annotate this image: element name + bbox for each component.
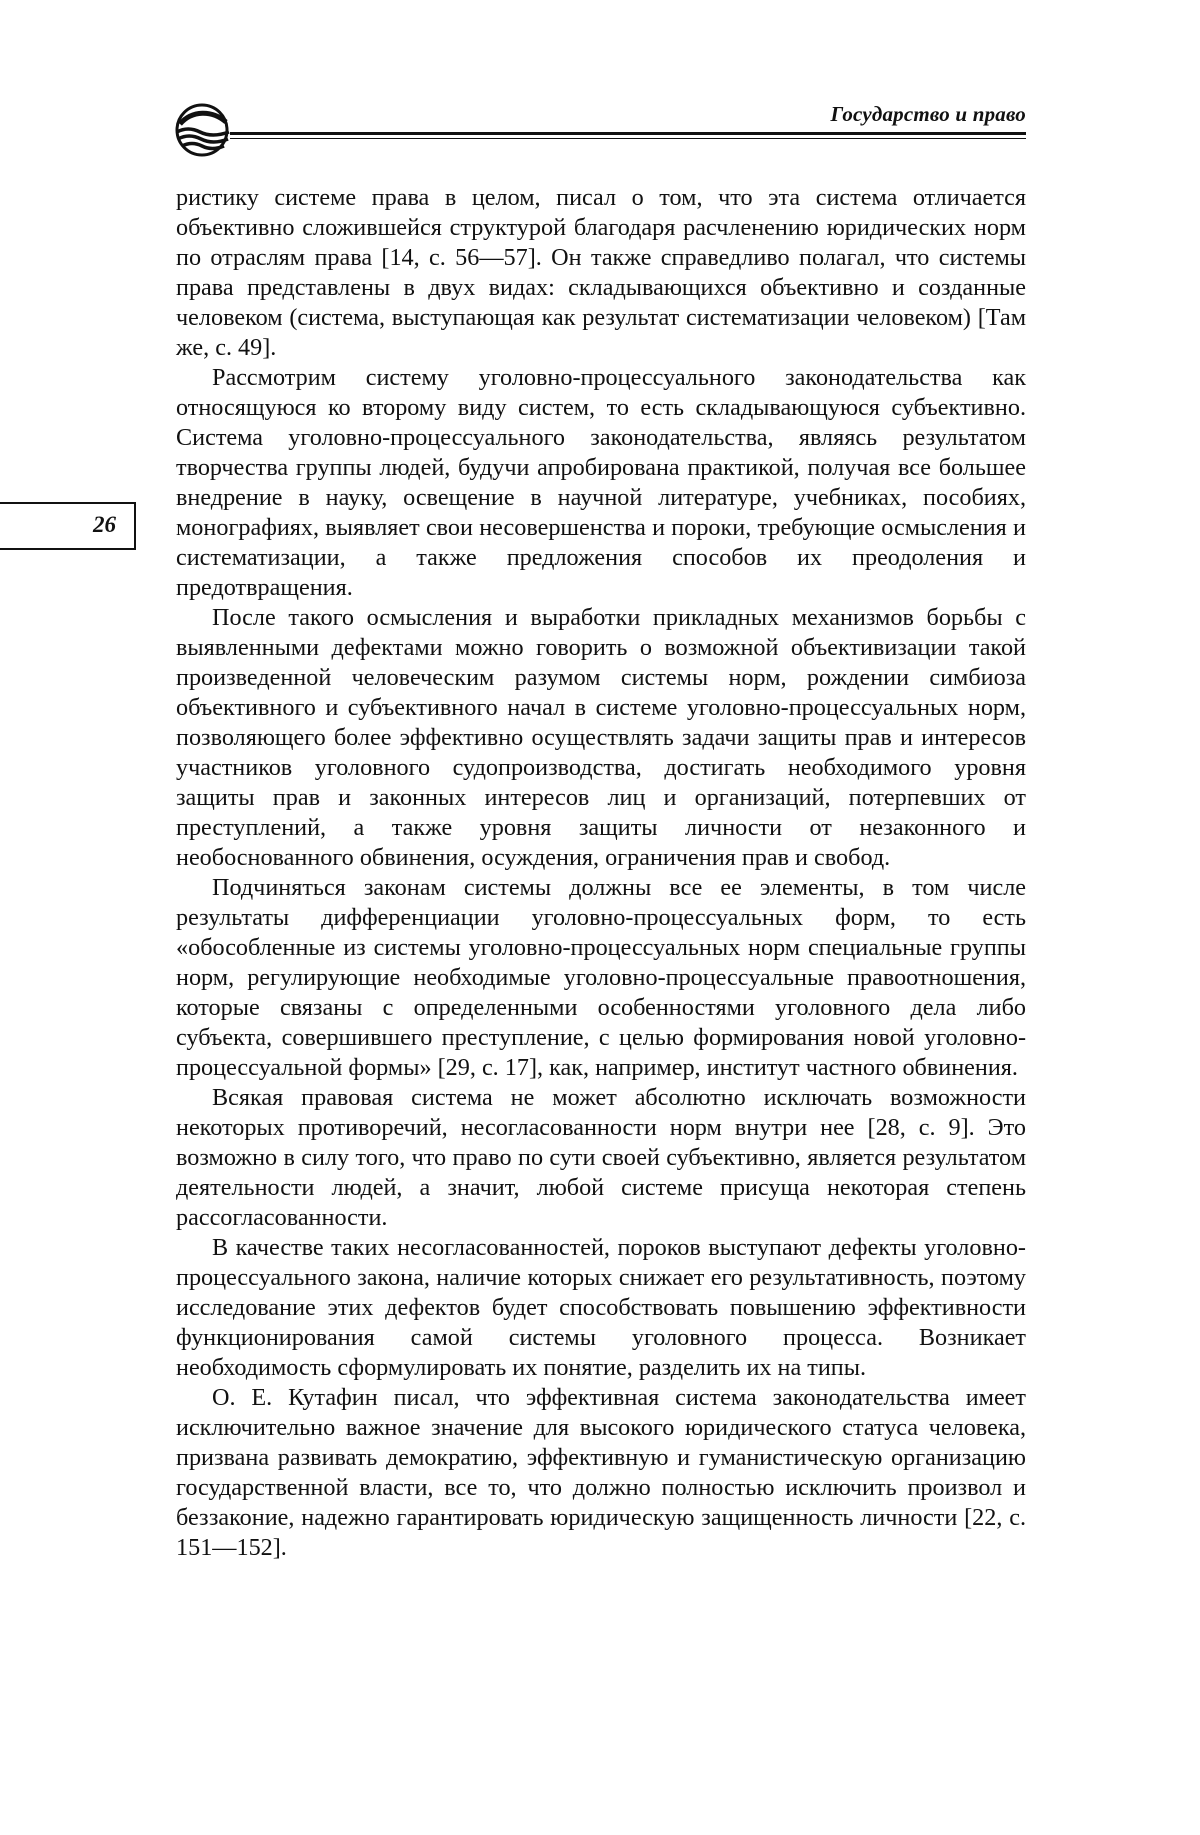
paragraph: О. Е. Кутафин писал, что эффективная система законодательства имеет исключительно важное значение для высокого юридического статуса человека, призвана развивать демократию, эффективную и гуманистическую организацию государственной власти, все то, что должно полностью исключить произвол и беззаконие, надежно гарантировать юридическую защищенность личности [22, с. 151—152].	[176, 1384, 1026, 1561]
paragraph: Всякая правовая система не может абсолютно исключать возможности некоторых противоречий, несогласованности норм внутри нее [28, с. 9]. Это возможно в силу того, что право по сути своей субъективно, является результатом деятельности людей, а значит, любой системе присуща некоторая степень рассогласованности.	[176, 1084, 1026, 1231]
page-number-tab	[0, 502, 136, 550]
waves-logo-icon	[174, 100, 234, 160]
header-rule-thick	[230, 132, 1026, 135]
body-text	[176, 183, 1026, 1563]
paragraph: В качестве таких несогласованностей, пороков выступают дефекты уголовно-процессуального закона, наличие которых снижает его результативность, поэтому исследование этих дефектов будет способствовать повышению эффективности функционирования самой системы уголовного процесса. Возникает необходимость сформулировать их понятие, разделить их на типы.	[176, 1234, 1026, 1381]
paragraph: После такого осмысления и выработки прикладных механизмов борьбы с выявленными дефектами можно говорить о возможной объективизации такой произведенной человеческим разумом системы норм, рождении симбиоза объективного и субъективного начал в системе уголовно-процессуальных норм, позволяющего более эффективно осуществлять задачи защиты прав и интересов участников уголовного судопроизводства, достигать необходимого уровня защиты прав и законных интересов лиц и организаций, потерпевших от преступлений, а также уровня защиты личности от незаконного и необоснованного обвинения, осуждения, ограничения прав и свобод.	[176, 604, 1026, 871]
page-number: 26	[93, 512, 116, 537]
running-title: Государство и право	[830, 102, 1026, 126]
page-header	[174, 100, 1026, 160]
paragraph: ристику системе права в целом, писал о том, что эта система отличается объективно сложившейся структурой благодаря расчленению юридических норм по отраслям права [14, с. 56—57]. Он также справедливо полагал, что системы права представлены в двух видах: складывающихся объективно и созданные человеком (система, выступающая как результат систематизации человеком) [Там же, с. 49].	[176, 184, 1026, 361]
header-rule-thin	[230, 138, 1026, 139]
paragraph: Рассмотрим систему уголовно-процессуального законодательства как относящуюся ко второму виду систем, то есть складывающуюся субъективно. Система уголовно-процессуального законодательства, являясь результатом творчества группы людей, будучи апробирована практикой, получая все большее внедрение в науку, освещение в научной литературе, учебниках, пособиях, монографиях, выявляет свои несовершенства и пороки, требующие осмысления и систематизации, а также предложения способов их преодоления и предотвращения.	[176, 364, 1026, 601]
paragraph: Подчиняться законам системы должны все ее элементы, в том числе результаты дифференциации уголовно-процессуальных форм, то есть «обособленные из системы уголовно-процессуальных норм специальные группы норм, регулирующие необходимые уголовно-процессуальные правоотношения, которые связаны с определенными особенностями уголовного дела либо субъекта, совершившего преступление, с целью формирования новой уголовно-процессуальной формы» [29, с. 17], как, например, институт частного обвинения.	[176, 874, 1026, 1081]
